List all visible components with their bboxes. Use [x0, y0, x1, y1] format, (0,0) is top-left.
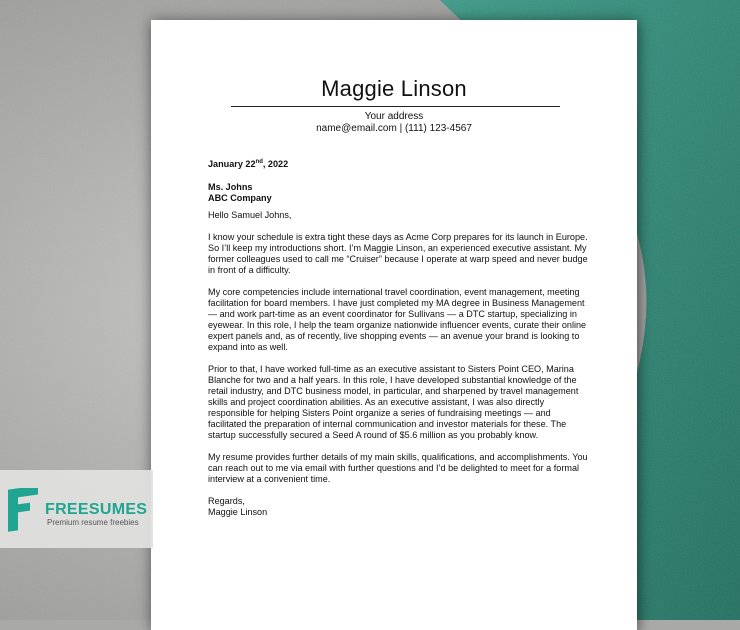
freesumes-f-icon — [6, 488, 44, 534]
greeting: Hello Samuel Johns, — [208, 210, 292, 221]
recipient-block — [208, 182, 588, 204]
applicant-address: Your address — [364, 111, 424, 122]
recipient-company: ABC Company — [208, 193, 272, 204]
header-divider — [231, 106, 560, 107]
applicant-name: Maggie Linson — [321, 76, 467, 101]
brand-name: FREESUMES — [45, 501, 148, 518]
letter-body — [208, 159, 588, 518]
letter-date — [208, 159, 588, 170]
freesumes-logo-badge — [0, 470, 153, 548]
paragraph: My core competencies include international travel coordination, event management, meeting facilitation for board members. I have just completed my MA degree in Business Management — and work part-time as an event coordinator for Sullivans — a DTC startup, specializing in eyewear. In this role, I help the team organize nationwide influencer events, curate their online expert panels and, as of recently, live shopping events — an avenue your brand is looking to expand into as well. — [208, 286, 587, 353]
signature: Maggie Linson — [208, 506, 268, 517]
recipient-name: Ms. Johns — [208, 182, 253, 193]
date-suffix: nd — [255, 158, 263, 165]
brand-tagline: Premium resume freebies — [47, 518, 139, 527]
closing: Regards, — [208, 495, 245, 506]
date-year: , 2022 — [262, 159, 289, 169]
paragraph: Prior to that, I have worked full-time as an executive assistant to Sisters Point CEO, Marina Blanche for two and a half years. In this role, I have developed substantial knowledge of the retail industry, and DTC business model, in particular, and sharpened by travel management skills and project coordination abilities. As an executive assistant, I was also directly responsible for helping Sisters Point organize a series of fundraising meetings — and facilitated the preparation of internal communication and investor materials for these. The startup successfully secured a Seed A round of $5.6 million as you probably know. — [208, 363, 579, 441]
cover-letter-page — [151, 20, 637, 630]
paragraph: I know your schedule is extra tight these days as Acme Corp prepares for its launch in Europe. So I’ll keep my introductions short. I’m Maggie Linson, an experienced executive assistant. My former colleagues used to call me “Cruiser” because I operate at warp speed and never budge in front of a difficulty. — [208, 231, 588, 276]
paragraph: My resume provides further details of my main skills, qualifications, and accomplishments. You can reach out to me via email with further questions and I’d be delighted to meet for a formal interview at a convenient time. — [208, 451, 588, 485]
date-main: January 22 — [208, 159, 256, 169]
applicant-contact: name@email.com | (111) 123-4567 — [316, 123, 472, 134]
